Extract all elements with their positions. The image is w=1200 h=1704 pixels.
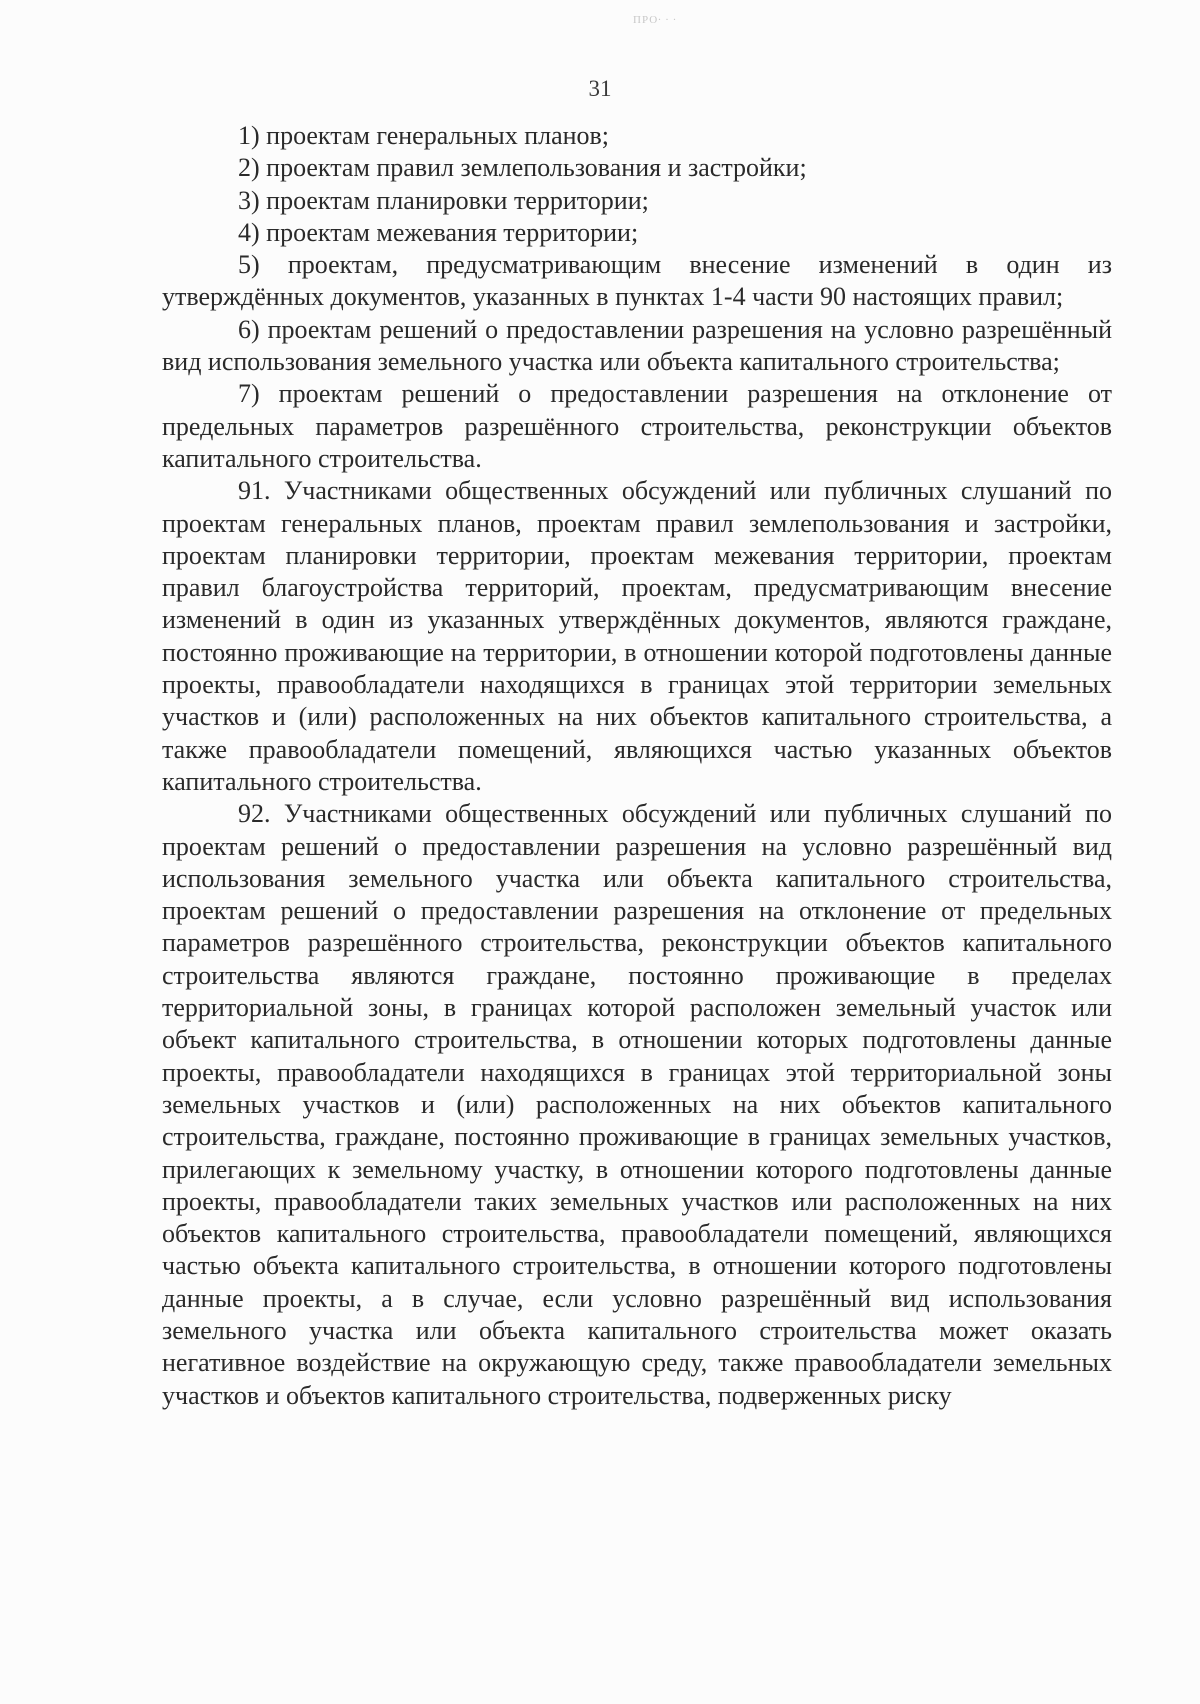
list-item-2: 2) проектам правил землепользования и застройки;: [238, 153, 807, 183]
list-item-7: 7) проектам решений о предоставлении разрешения на отклонение от предельных параметров разрешённого строительства, реконструкции объектов капитального строительства.: [162, 379, 1112, 473]
paragraph-91: 91. Участниками общественных обсуждений или публичных слушаний по проектам генеральных планов, проектам правил землепользования и застройки, проектам планировки территории, проектам межевания территории, проектам правил благоустройства территорий, проектам, предусматривающим внесение изменений в один из указанных утверждённых документов, являются граждане, постоянно проживающие на территории, в отношении которой подготовлены данные проекты, правообладатели находящихся в границах этой территории земельных участков и (или) расположенных на них объектов капитального строительства, а также правообладатели помещений, являющихся частью указанных объектов капитального строительства.: [162, 476, 1112, 796]
list-item-6: 6) проектам решений о предоставлении разрешения на условно разрешённый вид использования земельного участка или объекта капитального строительства;: [162, 314, 1112, 377]
document-body: [162, 120, 1112, 1412]
list-item-5: 5) проектам, предусматривающим внесение изменений в один из утверждённых документов, указанных в пунктах 1-4 части 90 настоящих правил;: [162, 250, 1112, 312]
list-item-4: 4) проектам межевания территории;: [238, 217, 639, 247]
paragraph-92: 92. Участниками общественных обсуждений или публичных слушаний по проектам решений о предоставлении разрешения на условно разрешённый вид использования земельного участка или объекта капитального строительства, проектам решений о предоставлении разрешения на отклонение от предельных параметров разрешённого строительства, реконструкции объектов капитального строительства являются граждане, постоянно проживающие в пределах территориальной зоны, в границах которой расположен земельный участок или объект капитального строительства, в отношении которых подготовлены данные проекты, правообладатели находящихся в границах этой территориальной зоны земельных участков и (или) расположенных на них объектов капитального строительства, граждане, постоянно проживающие в границах земельных участков, прилегающих к земельному участку, в отношении которого подготовлены данные проекты, правообладатели таких земельных участков или расположенных на них объектов капитального строительства, правообладатели помещений, являющихся частью объекта капитального строительства, в отношении которого подготовлены данные проекты, а в случае, если условно разрешённый вид использования земельного участка или объекта капитального строительства может оказать негативное воздействие на окружающую среду, также правообладатели земельных участков и объектов капитального строительства, подверженных риску: [162, 799, 1112, 1410]
list-item-1: 1) проектам генеральных планов;: [238, 121, 610, 150]
page-number: 31: [588, 76, 612, 101]
list-item-3: 3) проектам планировки территории;: [238, 185, 649, 215]
header-stamp-mark: ПРО∙ ∙ ∙: [633, 14, 677, 26]
